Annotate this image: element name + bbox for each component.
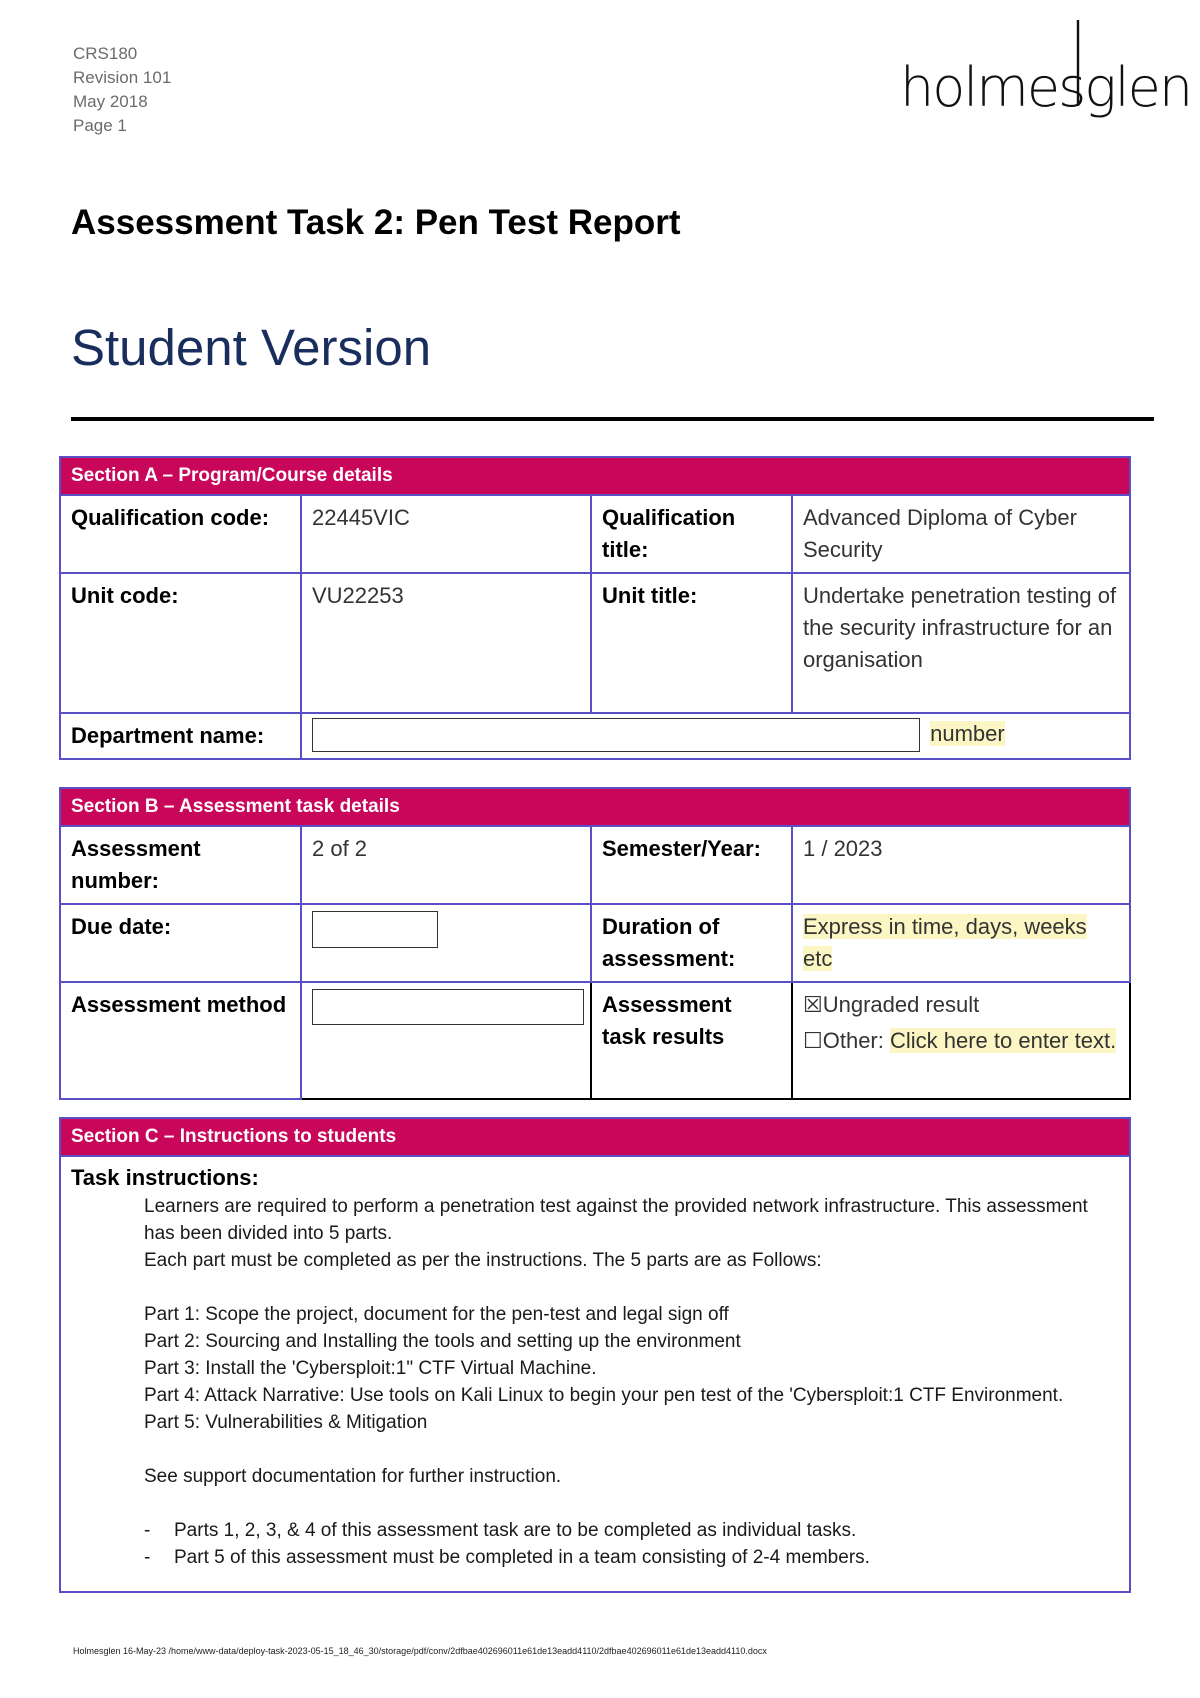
title-divider	[71, 417, 1154, 421]
assessment-method-label: Assessment method	[60, 982, 301, 1099]
task-instructions	[71, 1193, 1119, 1571]
due-date-cell	[301, 904, 591, 982]
page-subtitle: Student Version	[71, 319, 432, 376]
duration-hint: Express in time, days, weeks etc	[803, 914, 1087, 971]
qualification-code-label: Qualification code:	[60, 495, 301, 573]
doc-code: CRS180	[73, 44, 138, 63]
bullet-text: Parts 1, 2, 3, & 4 of this assessment task are to be completed as individual tasks.	[174, 1520, 857, 1541]
part-item: Part 2: Sourcing and Installing the tools and setting up the environment	[144, 1331, 741, 1352]
task-instructions-label: Task instructions:	[71, 1165, 259, 1190]
assessment-number-value: 2 of 2	[301, 826, 591, 904]
bullet-text: Part 5 of this assessment must be completed in a team consisting of 2-4 members.	[174, 1547, 870, 1568]
ungraded-option[interactable]	[803, 989, 1119, 1021]
part-item: Part 1: Scope the project, document for the pen-test and legal sign off	[144, 1304, 729, 1325]
bullet-dash: -	[144, 1520, 151, 1541]
logo-text: holmesglen	[900, 56, 1192, 119]
section-c-table	[59, 1117, 1131, 1593]
semester-label: Semester/Year:	[591, 826, 792, 904]
bullet-item	[144, 1517, 1119, 1544]
section-b-table	[59, 787, 1131, 1100]
due-date-label: Due date:	[60, 904, 301, 982]
section-b-heading: Section B – Assessment task details	[60, 788, 1130, 826]
unit-code-value: VU22253	[301, 573, 591, 713]
unit-code-label: Unit code:	[60, 573, 301, 713]
section-a-table	[59, 456, 1131, 760]
section-c-heading: Section C – Instructions to students	[60, 1118, 1130, 1156]
bullet-item	[144, 1544, 1119, 1571]
other-label: Other:	[822, 1028, 890, 1053]
task-results-label: Assessment task results	[591, 982, 792, 1099]
holmesglen-logo	[898, 18, 1192, 128]
ungraded-checkbox[interactable]: ☒	[803, 992, 823, 1017]
unit-title-value: Undertake penetration testing of the security infrastructure for an organisation	[792, 573, 1130, 713]
support-note: See support documentation for further instruction.	[144, 1466, 562, 1487]
bullet-dash: -	[144, 1547, 151, 1568]
part-item: Part 4: Attack Narrative: Use tools on Kali Linux to begin your pen test of the 'Cybersploit:1 CTF Environment.	[144, 1385, 1064, 1406]
other-option[interactable]	[803, 1025, 1119, 1057]
ungraded-label: Ungraded result	[822, 992, 980, 1017]
assessment-number-label: Assessment number:	[60, 826, 301, 904]
section-c-body	[60, 1156, 1130, 1592]
page-title: Assessment Task 2: Pen Test Report	[71, 203, 681, 242]
due-date-input[interactable]	[312, 911, 438, 948]
instructions-intro-1: Learners are required to perform a penetration test against the provided network infrastructure. This assessment has been divided into 5 parts.	[144, 1196, 1088, 1244]
task-results-cell	[792, 982, 1130, 1099]
department-hint: number	[930, 721, 1005, 746]
document-meta	[73, 42, 171, 138]
other-input-hint[interactable]: Click here to enter text.	[889, 1028, 1117, 1053]
duration-label: Duration of assessment:	[591, 904, 792, 982]
qualification-code-value: 22445VIC	[301, 495, 591, 573]
doc-revision: Revision 101	[73, 68, 172, 87]
page-footer: Holmesglen 16-May-23 /home/www-data/deploy-task-2023-05-15_18_46_30/storage/pdf/conv/2dfbae402696011e61de13eadd4110/2dfbae402696011e61de13eadd4110.docx	[73, 1646, 767, 1656]
qualification-title-label: Qualification title:	[591, 495, 792, 573]
assessment-method-input[interactable]	[312, 989, 584, 1025]
unit-title-label: Unit title:	[591, 573, 792, 713]
doc-date: May 2018	[73, 92, 148, 111]
instructions-intro-2: Each part must be completed as per the instructions. The 5 parts are as Follows:	[144, 1250, 822, 1271]
page-number: Page 1	[73, 116, 127, 135]
section-a-heading: Section A – Program/Course details	[60, 457, 1130, 495]
duration-cell	[792, 904, 1130, 982]
department-label: Department name:	[60, 713, 301, 759]
department-input[interactable]	[312, 718, 920, 752]
part-item: Part 3: Install the 'Cybersploit:1" CTF Virtual Machine.	[144, 1358, 597, 1379]
semester-value: 1 / 2023	[792, 826, 1130, 904]
other-checkbox[interactable]: ☐	[803, 1028, 823, 1053]
department-cell	[301, 713, 1130, 759]
assessment-method-cell	[301, 982, 591, 1099]
part-item: Part 5: Vulnerabilities & Mitigation	[144, 1412, 428, 1433]
qualification-title-value: Advanced Diploma of Cyber Security	[792, 495, 1130, 573]
